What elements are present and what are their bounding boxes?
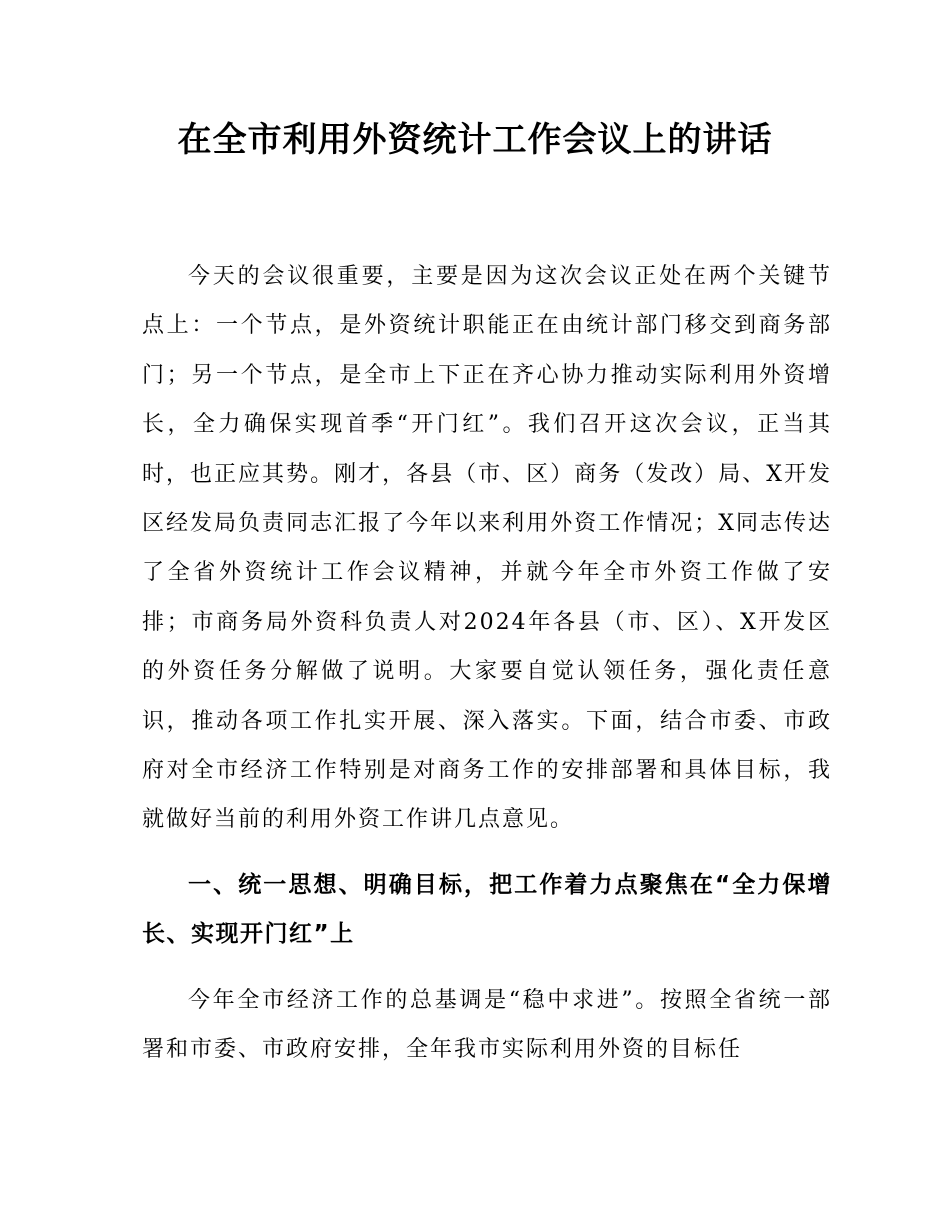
paragraph-intro: 今天的会议很重要，主要是因为这次会议正处在两个关键节点上：一个节点，是外资统计职能正在由统计部门移交到商务部门；另一个节点，是全市上下正在齐心协力推动实际利用外资增长，全力确保实现首季“开门红”。我们召开这次会议，正当其时，也正应其势。刚才，各县（市、区）商务（发改）局、X开发区经发局负责同志汇报了今年以来利用外资工作情况；X同志传达了全省外资统计工作会议精神，并就今年全市外资工作做了安排；市商务局外资科负责人对2024年各县（市、区）、X开发区的外资任务分解做了说明。大家要自觉认领任务，强化责任意识，推动各项工作扎实开展、深入落实。下面，结合市委、市政府对全市经济工作特别是对商务工作的安排部署和具体目标，我就做好当前的利用外资工作讲几点意见。 [142, 264, 832, 833]
section-heading-1: 一、统一思想、明确目标，把工作着力点聚焦在“全力保增长、实现开门红”上 [142, 871, 832, 948]
document-title: 在全市利用外资统计工作会议上的讲话 [177, 120, 773, 160]
document-body [142, 252, 832, 1075]
paragraph-section-1: 今年全市经济工作的总基调是“稳中求进”。按照全省统一部署和市委、市政府安排，全年我市实际利用外资的目标任 [142, 987, 832, 1063]
